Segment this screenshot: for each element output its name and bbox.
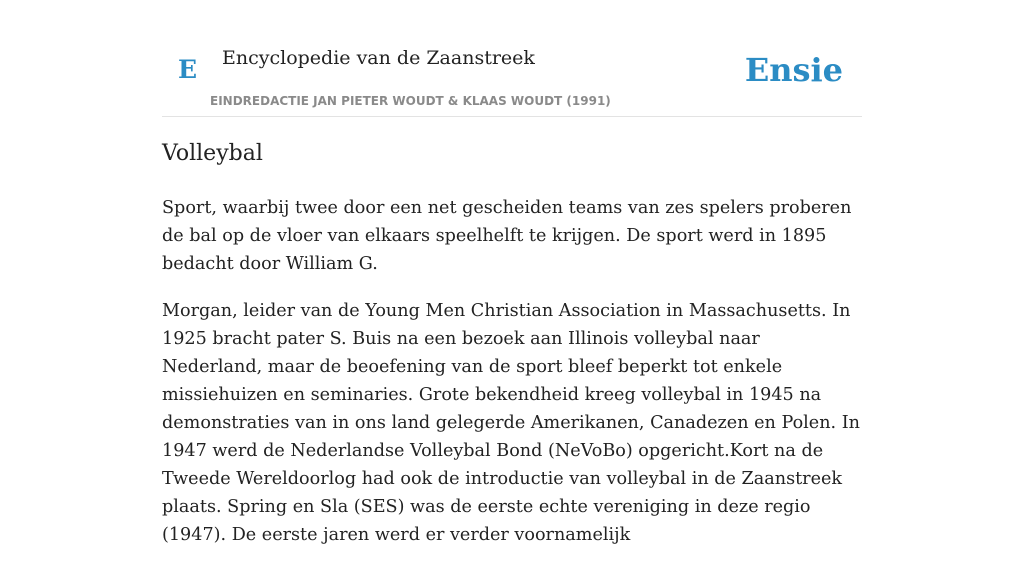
- article: [162, 138, 862, 568]
- article-paragraph: Sport, waarbij twee door een net gescheiden teams van zes spelers proberen de bal op de vloer van elkaars speelhelft te krijgen. De sport werd in 1895 bedacht door William G.: [162, 198, 852, 274]
- brand-logo-link[interactable]: Ensie: [744, 51, 843, 89]
- site-subtitle: EINDREDACTIE JAN PIETER WOUDT & KLAAS WOUDT (1991): [210, 94, 611, 108]
- article-paragraph: Morgan, leider van de Young Men Christian Association in Massachusetts. In 1925 bracht pater S. Buis na een bezoek aan Illinois volleybal naar Nederland, maar de beoefening van de sport bleef beperkt tot enkele missiehuizen en seminaries. Grote bekendheid kreeg volleybal in 1945 na demonstraties van in ons land gelegerde Amerikanen, Canadezen en Polen. In 1947 werd de Nederlandse Volleybal Bond (NeVoBo) opgericht.Kort na de Tweede Wereldoorlog had ook de introductie van volleybal in de Zaanstreek plaats. Spring en Sla (SES) was de eerste echte vereniging in deze regio (1947). De eerste jaren werd er verder voornamelijk: [162, 301, 861, 545]
- article-title: Volleybal: [162, 141, 263, 166]
- site-title[interactable]: Encyclopedie van de Zaanstreek: [222, 47, 535, 69]
- site-header: [162, 0, 862, 117]
- logo-mark[interactable]: E: [178, 55, 198, 84]
